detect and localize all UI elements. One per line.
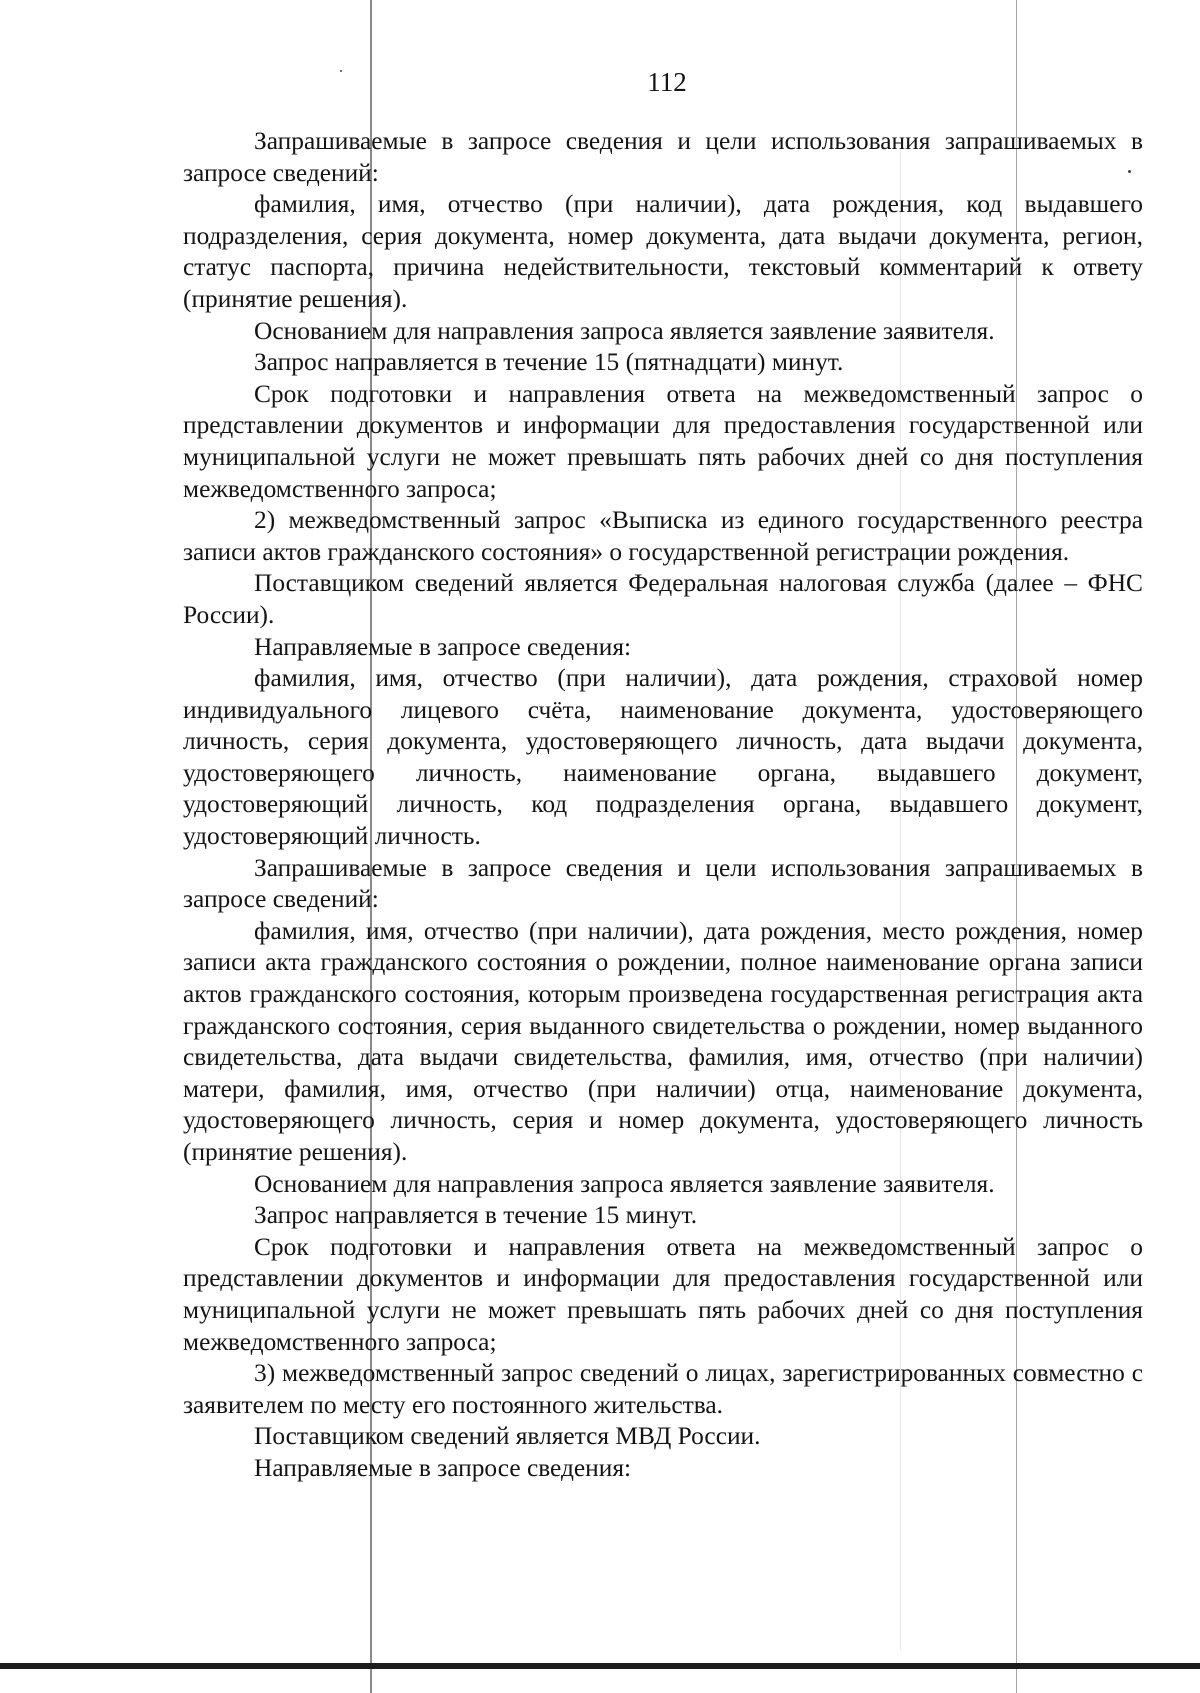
paragraph: Запрос направляется в течение 15 (пятнадцати) минут. [254, 348, 844, 377]
paragraph: Основанием для направления запроса является заявление заявителя. [254, 316, 995, 345]
paragraph: Основанием для направления запроса является заявление заявителя. [254, 1169, 995, 1198]
paragraph: Направляемые в запросе сведения: [254, 1453, 632, 1482]
paragraph: Запрашиваемые в запросе сведения и цели использования запрашиваемых в запросе сведений: [183, 853, 1143, 914]
paragraph: Поставщиком сведений является МВД России. [254, 1422, 761, 1451]
scan-bottom-edge [0, 1663, 1200, 1669]
paragraph: 3) межведомственный запрос сведений о лицах, зарегистрированных совместно с заявителем по месту его постоянного жительства. [183, 1359, 1143, 1419]
paragraph: Срок подготовки и направления ответа на межведомственный запрос о представлении документов и информации для предоставления государственной или муниципальной услуги не может превышать пять рабочих дней со дня поступления межведомственного запроса; [183, 1232, 1143, 1356]
paragraph: Запрашиваемые в запросе сведения и цели использования запрашиваемых в запросе сведений: [183, 127, 1143, 187]
page-number: 112 [647, 67, 687, 97]
paragraph: фамилия, имя, отчество (при наличии), дата рождения, страховой номер индивидуального лицевого счёта, наименование документа, удостоверяющего личность, серия документа, удостоверяющего личность, дата выдачи документа, удостоверяющего личность, наименование органа, выдавшего документ, удостоверяющий личность, код подразделения органа, выдавшего документ, удостоверяющий личность. [183, 664, 1143, 851]
paragraph: фамилия, имя, отчество (при наличии), дата рождения, код выдавшего подразделения, серия документа, номер документа, дата выдачи документа, регион, статус паспорта, причина недействительности, текстовый комментарий к ответу (принятие решения). [183, 190, 1143, 313]
paragraph: 2) межведомственный запрос «Выписка из единого государственного реестра записи актов гражданского состояния» о государственной регистрации рождения. [183, 506, 1143, 566]
paragraph: Запрос направляется в течение 15 минут. [254, 1201, 698, 1230]
paragraph: Направляемые в запросе сведения: [254, 632, 632, 661]
document-body [183, 126, 1143, 1485]
paragraph: фамилия, имя, отчество (при наличии), дата рождения, место рождения, номер записи акта гражданского состояния о рождении, полное наименование органа записи актов гражданского состояния, которым произведена государственная регистрация акта гражданского состояния, серия выданного свидетельства о рождении, номер выданного свидетельства, дата выдачи свидетельства, фамилия, имя, отчество (при наличии) матери, фамилия, имя, отчество (при наличии) отца, наименование документа, удостоверяющего личность, серия и номер документа, удостоверяющего личность (принятие решения). [183, 916, 1143, 1166]
paragraph: Поставщиком сведений является Федеральная налоговая служба (далее – ФНС России). [183, 569, 1143, 629]
paragraph: Срок подготовки и направления ответа на межведомственный запрос о представлении документов и информации для предоставления государственной или муниципальной услуги не может превышать пять рабочих дней со дня поступления межведомственного запроса; [183, 379, 1143, 503]
